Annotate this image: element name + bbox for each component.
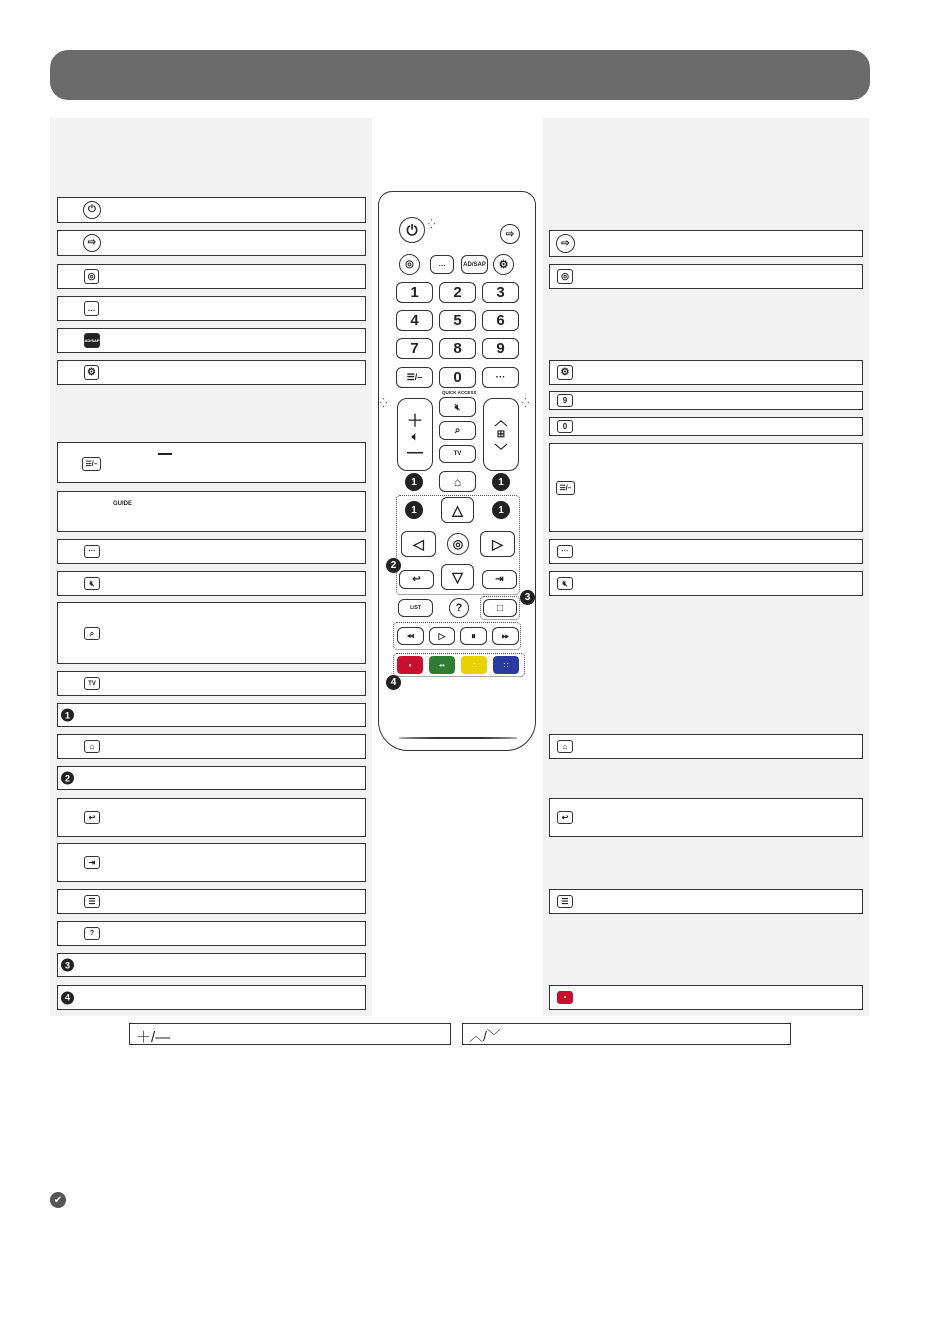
home-icon: ⌂ <box>84 740 100 753</box>
callout-4: 4 <box>386 675 401 690</box>
remote-settings-button[interactable]: ⚙ <box>493 254 514 275</box>
mute-icon: 🔇︎ <box>557 577 573 590</box>
row-badge-2 <box>57 766 366 790</box>
right-row-zero <box>549 417 863 436</box>
remote-pause-button[interactable]: ⏸︎ <box>460 627 487 645</box>
gear-icon: ⚙ <box>84 365 99 380</box>
vol-sep: / <box>151 1029 156 1046</box>
badge-4: 4 <box>61 991 74 1004</box>
right-row-mute <box>549 571 863 596</box>
right-row-back <box>549 798 863 837</box>
remote-digit-3[interactable]: 3 <box>482 282 519 303</box>
remote-input-button[interactable]: ⇨ <box>500 224 520 244</box>
channel-glyph: ︿/﹀ <box>469 1028 501 1044</box>
power-icon: ⏻ <box>83 201 101 219</box>
remote-ok-button[interactable]: ◎ <box>447 533 469 555</box>
mute-icon: 🔇︎ <box>84 577 100 590</box>
channel-list-icon: ☰/– <box>82 457 101 471</box>
remote-up-button[interactable]: △ <box>441 497 474 523</box>
row-help <box>57 921 366 946</box>
remote-digit-2[interactable]: 2 <box>439 282 476 303</box>
settings-circle-icon: ◎ <box>557 269 573 284</box>
more-icon: ··· <box>557 545 573 558</box>
remote-fastforward-button[interactable]: ⏩︎ <box>492 627 519 645</box>
right-row-red <box>549 985 863 1010</box>
row-adsap <box>57 328 366 353</box>
badge-1: 1 <box>61 709 74 722</box>
remote-more-button[interactable]: ··· <box>482 367 519 388</box>
channel-icon: ⊞ <box>496 429 506 440</box>
remote-red-button[interactable]: • <box>397 656 423 674</box>
remote-help-button[interactable]: ? <box>449 598 469 618</box>
remote-digit-5[interactable]: 5 <box>439 310 476 331</box>
speaker-icon: 🔈︎ <box>411 430 419 443</box>
remote-green-button[interactable]: •• <box>429 656 455 674</box>
right-row-settings <box>549 360 863 385</box>
remote-control <box>378 191 536 751</box>
remote-voice-button[interactable]: ◎ <box>399 254 420 275</box>
guide-glyph: GUIDE <box>113 501 133 507</box>
right-row-channel-list <box>549 443 863 532</box>
remote-volume-rocker[interactable] <box>397 398 433 471</box>
row-settings <box>57 360 366 385</box>
row-subtitle <box>57 296 366 321</box>
remote-home-button[interactable]: ⌂ <box>439 471 476 492</box>
remote-back-button[interactable]: ↩ <box>399 570 434 589</box>
volume-dots-icon: ⁛ <box>380 398 388 408</box>
remote-badge-1-ml[interactable]: 1 <box>405 501 423 519</box>
section-title-bar <box>50 50 870 100</box>
remote-digit-7[interactable]: 7 <box>396 338 433 359</box>
channel-box <box>462 1023 791 1045</box>
badge-2: 2 <box>61 772 74 785</box>
remote-adsap-button[interactable]: AD/SAP <box>461 255 488 274</box>
remote-digit-0[interactable]: 0 <box>439 367 476 388</box>
remote-left-button[interactable]: ◁ <box>401 531 436 557</box>
settings-circle-icon: ◎ <box>84 269 99 284</box>
list-icon: ☰ <box>557 895 573 908</box>
remote-badge-1-mr[interactable]: 1 <box>492 501 510 519</box>
subtitle-icon: … <box>84 301 99 316</box>
row-guide <box>57 491 366 532</box>
remote-mute-button[interactable]: 🔇︎ <box>439 397 476 417</box>
channel-list-icon: ☰/– <box>556 481 575 495</box>
channel-dots-icon: ⁛ <box>522 398 530 408</box>
remote-digit-1[interactable]: 1 <box>396 282 433 303</box>
right-row-more <box>549 539 863 564</box>
remote-badge-1-tr[interactable]: 1 <box>492 473 510 491</box>
back-icon: ↩ <box>84 811 100 824</box>
plus-icon: ＋ <box>406 412 423 430</box>
quick-access-label: QUICK ACCESS <box>442 390 477 395</box>
badge-3: 3 <box>61 959 74 972</box>
right-row-voice <box>549 264 863 289</box>
input-icon: ⇨ <box>556 234 575 253</box>
remote-tv-button[interactable]: TV <box>439 445 476 463</box>
chevron-up-icon: ︿ <box>494 413 508 428</box>
remote-bottom-curve <box>399 737 517 739</box>
input-icon: ⇨ <box>83 234 101 252</box>
row-search <box>57 602 366 664</box>
remote-blue-button[interactable]: ∷ <box>493 656 519 674</box>
row-mute <box>57 571 366 596</box>
row-home <box>57 734 366 759</box>
ch-sep: / <box>483 1028 487 1044</box>
row-exit <box>57 843 366 882</box>
row-power <box>57 197 366 223</box>
remote-channel-list-button[interactable]: ☰/– <box>396 367 433 388</box>
remote-stop-button[interactable]: □ <box>483 599 517 617</box>
volume-box <box>129 1023 451 1045</box>
callout-3: 3 <box>520 590 535 605</box>
dash-glyph <box>158 453 172 455</box>
remote-digit-8[interactable]: 8 <box>439 338 476 359</box>
minus-icon: ― <box>407 443 423 461</box>
help-icon: ? <box>84 927 100 940</box>
right-row-input <box>549 230 863 257</box>
remote-subtitle-button[interactable]: … <box>430 255 454 274</box>
check-icon: ✔ <box>50 1192 66 1208</box>
digit-9-icon: 9 <box>557 394 573 407</box>
row-badge-1 <box>57 703 366 727</box>
home-icon: ⌂ <box>557 740 573 753</box>
red-button-icon: • <box>557 991 573 1004</box>
right-row-list <box>549 889 863 914</box>
remote-power-button[interactable]: ⏻ <box>399 217 425 243</box>
remote-play-button[interactable]: ▷ <box>429 627 455 645</box>
remote-down-button[interactable]: ▽ <box>441 564 474 590</box>
row-back <box>57 798 366 837</box>
remote-channel-rocker[interactable] <box>483 398 519 471</box>
remote-right-button[interactable]: ▷ <box>480 531 515 557</box>
dots-icon: ⁛ <box>428 219 436 229</box>
digit-0-icon: 0 <box>557 420 573 433</box>
remote-yellow-button[interactable]: ∴ <box>461 656 487 674</box>
remote-digit-6[interactable]: 6 <box>482 310 519 331</box>
right-row-nine <box>549 391 863 410</box>
more-icon: ··· <box>84 545 100 558</box>
row-channel-list <box>57 442 366 483</box>
back-icon: ↩ <box>557 811 573 824</box>
row-badge-4 <box>57 985 366 1010</box>
volume-glyph: ＋/― <box>136 1029 171 1046</box>
remote-rewind-button[interactable]: ⏪︎ <box>397 627 424 645</box>
row-more <box>57 539 366 564</box>
callout-2: 2 <box>386 558 401 573</box>
search-icon: ⌕ <box>84 627 100 640</box>
gear-icon: ⚙ <box>557 365 573 380</box>
row-voice <box>57 264 366 289</box>
right-row-home <box>549 734 863 759</box>
row-list <box>57 889 366 914</box>
chevron-down-icon: ﹀ <box>494 443 508 458</box>
row-tv <box>57 671 366 696</box>
remote-digit-9[interactable]: 9 <box>482 338 519 359</box>
remote-search-button[interactable]: ⌕ <box>439 421 476 440</box>
remote-list-button[interactable]: LIST <box>398 599 433 617</box>
remote-exit-button[interactable]: ⇥ <box>482 570 517 589</box>
tv-icon: TV <box>84 677 100 690</box>
list-icon: ☰ <box>84 895 100 908</box>
row-input <box>57 230 366 256</box>
row-badge-3 <box>57 953 366 977</box>
remote-badge-1-tl[interactable]: 1 <box>405 473 423 491</box>
remote-digit-4[interactable]: 4 <box>396 310 433 331</box>
adsap-icon: AD/SAP <box>84 333 100 348</box>
exit-icon: ⇥ <box>84 856 100 869</box>
